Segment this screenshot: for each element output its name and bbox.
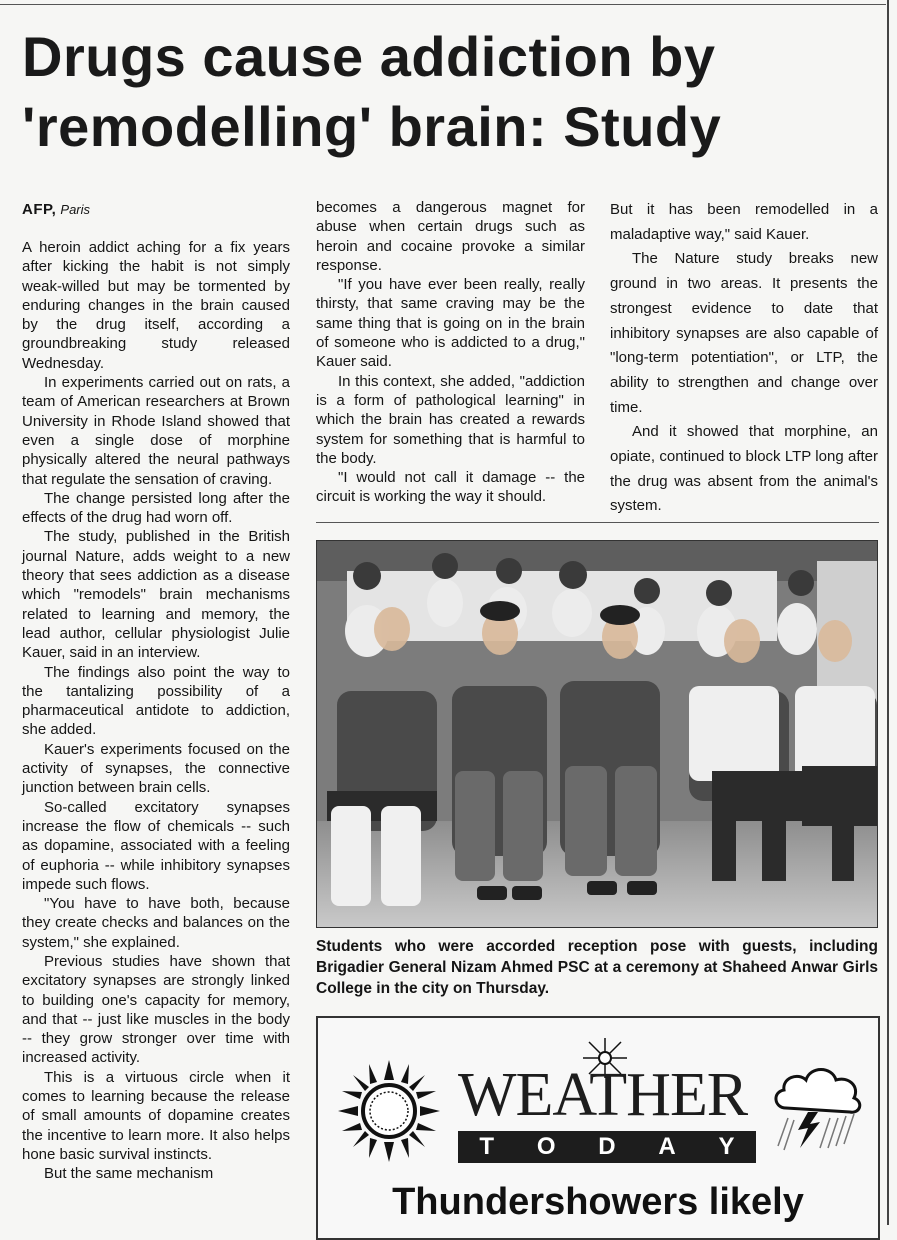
- today-letter: Y: [718, 1133, 735, 1160]
- article-headline: Drugs cause addiction by 'remodelling' brain: Study: [22, 25, 722, 158]
- paragraph: Kauer's experiments focused on the activity of synapses, the connective junction between brain cells.: [22, 740, 290, 797]
- paragraph: So-called excitatory synapses increase the flow of chemicals -- such as dopamine, associated with a feeling of euphoria -- while inhibitory synapses impede such flows.: [22, 798, 290, 893]
- paragraph: The findings also point the way to the tantalizing possibility of a pharmaceutical antidote to addiction, she added.: [22, 663, 290, 739]
- today-bar: [458, 1131, 756, 1163]
- today-letter: T: [479, 1133, 495, 1160]
- article-column-2: [316, 198, 585, 507]
- paragraph: But it has been remodelled in a maladaptive way," said Kauer.: [610, 201, 878, 243]
- paragraph: In experiments carried out on rats, a team of American researchers at Brown University in Rhode Island showed that even a single dose of morphine physically altered the neural pathways that regulate the sensation of craving.: [22, 374, 290, 488]
- byline-agency: AFP,: [22, 201, 57, 218]
- top-rule: [0, 0, 886, 5]
- paragraph: "You have to have both, because they create checks and balances on the system," she explained.: [22, 895, 290, 951]
- byline: [22, 201, 90, 218]
- paragraph: The change persisted long after the effects of the drug had worn off.: [22, 489, 290, 527]
- paragraph: But the same mechanism: [44, 1165, 214, 1183]
- page-right-rule: [887, 0, 889, 1225]
- byline-place: Paris: [60, 202, 91, 217]
- weather-forecast: Thundershowers likely: [392, 1181, 804, 1223]
- today-letter: D: [598, 1133, 616, 1160]
- sun-icon: [336, 1058, 442, 1164]
- paragraph: The study, published in the British journal Nature, adds weight to a new theory that sees addiction as a disease which "remodels" brain mechanisms related to learning and memory, the lead author, cellular physiologist Julie Kauer, said in an interview.: [22, 528, 290, 662]
- paragraph: A heroin addict aching for a fix years after kicking the habit is not simply weak-willed but may be tormented by enduring changes in the brain caused by the drug itself, according a groundbreaking study released Wednesday.: [22, 239, 290, 372]
- weather-box: [316, 1016, 880, 1240]
- paragraph: Previous studies have shown that excitatory synapses are strongly linked to building one's capacity for memory, and that -- just like muscles in the body -- they grow stronger over time with increased activity.: [22, 952, 290, 1067]
- news-photo: [316, 540, 878, 928]
- paragraph: "I would not call it damage -- the circuit is working the way it should.: [316, 469, 585, 506]
- article-column-1: [22, 238, 290, 1184]
- paragraph: The Nature study breaks new ground in two areas. It presents the strongest evidence to date that inhibitory synapses are also capable of "long-term potentiation", or LTP, the ability to strengthen and change over time.: [610, 250, 878, 416]
- section-divider: [316, 522, 879, 523]
- paragraph: And it showed that morphine, an opiate, continued to block LTP long after the drug was absent from the animal's system.: [610, 423, 878, 515]
- weather-title: WEATHER: [458, 1061, 748, 1129]
- today-letter: A: [658, 1133, 676, 1160]
- storm-cloud-icon: [768, 1056, 868, 1156]
- paragraph: "If you have ever been really, really thirsty, that same craving may be the same thing that is going on in the brain of someone who is addicted to a drug," Kauer said.: [316, 276, 585, 371]
- paragraph: becomes a dangerous magnet for abuse when certain drugs such as heroin and cocaine provoke a similar response.: [316, 199, 585, 274]
- paragraph: In this context, she added, "addiction is a form of pathological learning" in which the brain has created a rewards system for something that is harmful to the body.: [316, 372, 585, 467]
- paragraph: This is a virtuous circle when it comes to learning because the release of small amounts of dopamine creates the incentive to learn more. It also helps hone basic survival instincts.: [22, 1068, 290, 1163]
- article-column-3: [610, 198, 878, 519]
- photo-caption: Students who were accorded reception pose with guests, including Brigadier General Nizam Ahmed PSC at a ceremony at Shaheed Anwar Girls College in the city on Thursday.: [316, 938, 878, 997]
- today-letter: O: [536, 1133, 556, 1160]
